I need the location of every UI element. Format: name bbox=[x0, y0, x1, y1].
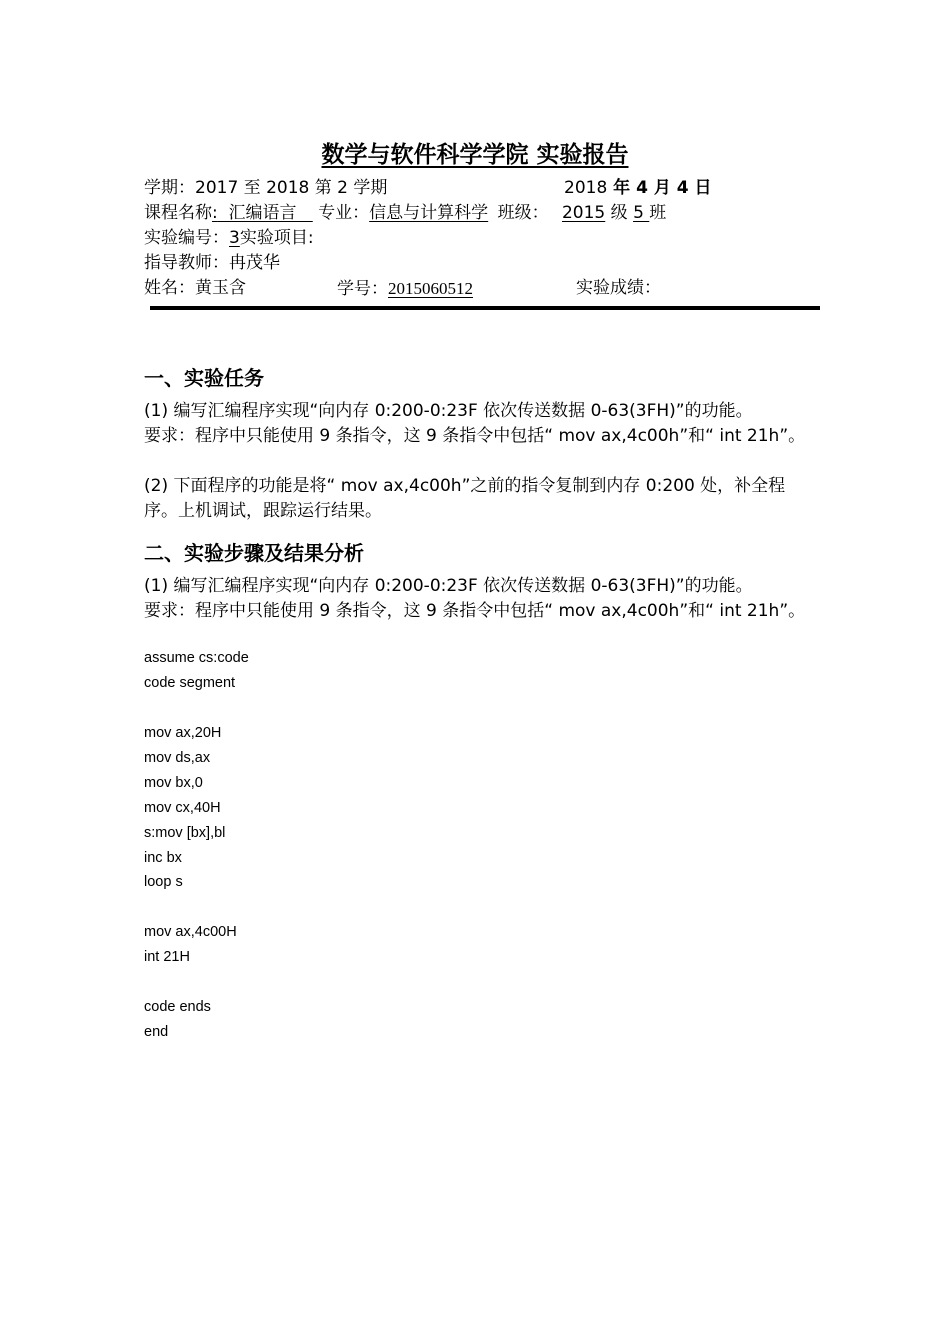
term-number: 2 bbox=[337, 178, 354, 198]
code-line: mov ax,20H bbox=[144, 725, 222, 741]
exp-number-label: 实验编号： bbox=[144, 228, 229, 248]
code-line: mov ds,ax bbox=[144, 750, 211, 766]
experiment-line bbox=[144, 226, 314, 251]
course-value: 汇编语言 bbox=[217, 203, 313, 223]
code-line: end bbox=[144, 1024, 169, 1040]
code-line: code segment bbox=[144, 675, 236, 691]
code-line: s:mov [bx],bl bbox=[144, 825, 226, 841]
code-line: loop s bbox=[144, 874, 183, 890]
course-line bbox=[144, 201, 666, 226]
teacher-line bbox=[144, 251, 280, 276]
section-2-task-1: (1) 编写汇编程序实现“向内存 0:200-0:23F 依次传送数据 0-63(3FH)”的功能。 bbox=[144, 576, 753, 596]
code-line: mov ax,4c00H bbox=[144, 924, 237, 940]
student-name-line bbox=[144, 276, 246, 301]
class-year: 2015 bbox=[561, 203, 606, 223]
code-line: code ends bbox=[144, 999, 211, 1015]
course-label: 课程名称 bbox=[144, 203, 212, 223]
class-end: 班 bbox=[649, 203, 667, 223]
section-1-requirement: 要求：程序中只能使用 9 条指令，这 9 条指令中包括“ mov ax,4c00h”和“ int 21h”。 bbox=[144, 426, 806, 446]
term-to: 至 bbox=[238, 178, 267, 198]
date-month-day: 年 4 月 4 日 bbox=[607, 178, 712, 198]
section-1-task-1: (1) 编写汇编程序实现“向内存 0:200-0:23F 依次传送数据 0-63(3FH)”的功能。 bbox=[144, 401, 753, 421]
id-label: 学号： bbox=[337, 279, 388, 299]
code-line: int 21H bbox=[144, 949, 190, 965]
term-year-to: 2018 bbox=[266, 178, 310, 198]
class-number: 5 bbox=[633, 203, 650, 223]
class-mid: 级 bbox=[605, 203, 634, 223]
exp-project-label: 实验项目: bbox=[239, 228, 314, 248]
score-label: 实验成绩： bbox=[576, 278, 661, 298]
section-1-task-2: (2) 下面程序的功能是将“ mov ax,4c00h”之前的指令复制到内存 0:200 处，补全程序。上机调试，跟踪运行结果。 bbox=[144, 476, 786, 521]
student-id-line bbox=[337, 276, 473, 302]
major-label: 专业： bbox=[318, 203, 370, 223]
teacher-name: 冉茂华 bbox=[229, 253, 280, 273]
report-date bbox=[564, 176, 712, 201]
student-id: 2015060512 bbox=[388, 279, 473, 298]
student-name: 黄玉含 bbox=[195, 278, 246, 298]
term-nth-label: 第 bbox=[309, 178, 338, 198]
exp-number: 3 bbox=[229, 228, 240, 248]
teacher-label: 指导教师： bbox=[144, 253, 229, 273]
term-word: 学期 bbox=[353, 178, 388, 198]
section-2-title: 二、实验步骤及结果分析 bbox=[144, 541, 364, 565]
major-value: 信息与计算科学 bbox=[369, 203, 489, 223]
term-line bbox=[144, 176, 387, 201]
class-label: 班级： bbox=[497, 203, 549, 223]
section-1-title: 一、实验任务 bbox=[144, 366, 264, 390]
code-line: inc bx bbox=[144, 850, 182, 866]
section-2-requirement: 要求：程序中只能使用 9 条指令，这 9 条指令中包括“ mov ax,4c00h”和“ int 21h”。 bbox=[144, 601, 806, 621]
term-year-from: 2017 bbox=[195, 178, 239, 198]
code-line: assume cs:code bbox=[144, 650, 249, 666]
header-divider bbox=[150, 306, 820, 310]
code-line: mov bx,0 bbox=[144, 775, 203, 791]
name-label: 姓名： bbox=[144, 278, 195, 298]
term-label: 学期： bbox=[144, 178, 195, 198]
report-title: 数学与软件科学学院 实验报告 bbox=[321, 142, 629, 168]
code-line: mov cx,40H bbox=[144, 800, 221, 816]
course-sep: : bbox=[212, 203, 218, 223]
date-year: 2018 bbox=[564, 178, 608, 198]
